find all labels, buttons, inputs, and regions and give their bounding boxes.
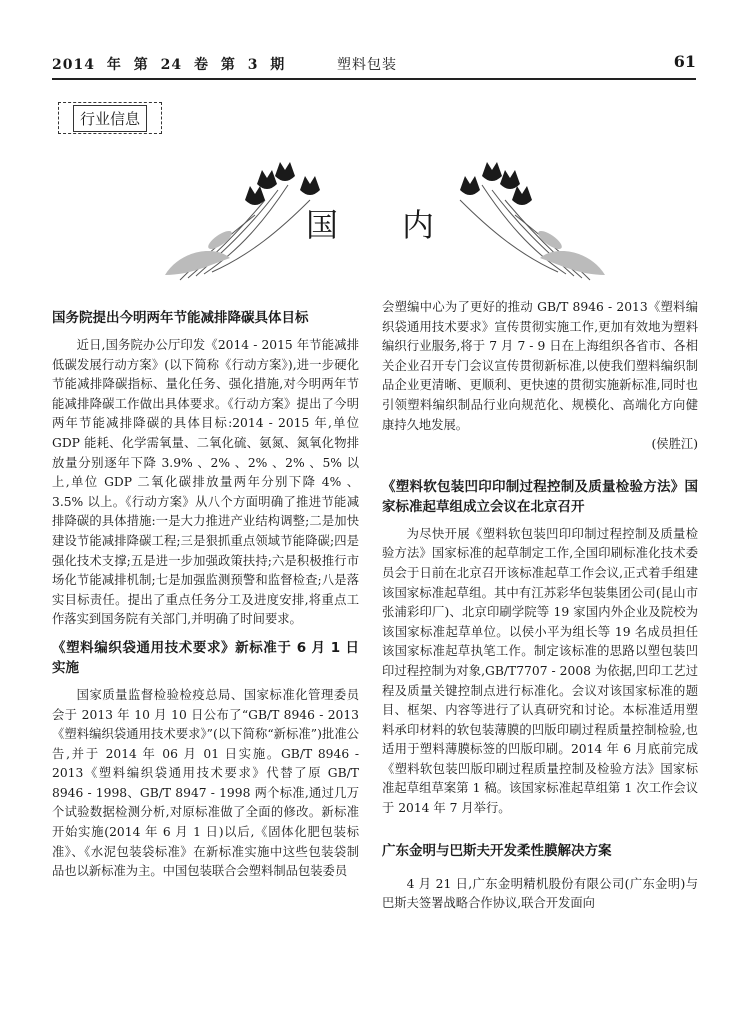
article-title: 《塑料编织袋通用技术要求》新标准于 6 月 1 日实施 <box>52 639 359 676</box>
article-body-continued: 会塑编中心为了更好的推动 GB/T 8946 - 2013《塑料编织袋通用技术要求》宣传贯彻实施工作,更加有效地为塑料编织行业服务,将于 7 月 7 - 9 日在上海组织各省市、各相关企业召开专门会议宣传贯彻新标准,以使我们塑料编织制品企业更清晰、更顺利、更快速的贯彻实施新标准,同时也引领塑料编织制品行业向规范化、规模化、高端化方向健康持久地发展。 <box>382 300 698 432</box>
running-header <box>52 54 696 76</box>
journal-name: 塑料包装 <box>337 57 397 73</box>
issue-info: 2014 年 第 24 卷 第 3 期 <box>52 57 286 73</box>
article-body: 为尽快开展《塑料软包装凹印印制过程控制及质量检验方法》国家标准的起草制定工作,全国印刷标准化技术委员会于日前在北京召开该标准起草工作会议,正式着手组建该国家标准起草组。其中有江苏彩华包装集团公司(昆山市张浦彩印厂)、北京印刷学院等 19 家国内外企业及院校为该国家标准起草单位。以侯小平为组长等 19 名成员担任该国家标准起草执笔工作。制定该标准的思路以塑包装凹印过程控制为对象,GB/T7707 - 2008 为依据,凹印工艺过程及质量关键控制点进行标准化。会议对该国家标准的题目、框架、内容等进行了认真研究和讨论。本标准适用塑料承印材料的软包装薄膜的凹版印刷过程质量控制检验,也适用于塑料薄膜标签的凹版印刷。2014 年 6 月底前完成《塑料软包装凹版印刷过程质量控制及检验方法》国家标准起草组草案第 1 稿。该国家标准起草组第 1 次工作会议于 2014 年 7 月举行。 <box>382 526 698 816</box>
tulip-ornament-icon <box>160 140 610 290</box>
article-title: 广东金明与巴斯夫开发柔性膜解决方案 <box>382 842 612 859</box>
page-number: 61 <box>673 52 696 71</box>
right-column <box>382 298 698 914</box>
section-badge-label: 行业信息 <box>73 105 147 132</box>
header-rule <box>52 78 696 80</box>
section-badge <box>58 102 162 134</box>
article-title: 《塑料软包装凹印印制过程控制及质量检验方法》国家标准起草组成立会议在北京召开 <box>382 478 698 515</box>
left-column <box>52 308 359 882</box>
banner-char-left: 国 <box>306 206 341 244</box>
article-body: 近日,国务院办公厅印发《2014 - 2015 年节能减排低碳发展行动方案》(以下简称《行动方案》),进一步硬化节能减排降碳指标、量化任务、强化措施,对今明两年节能减排降碳工作做出具体要求。《行动方案》提出了今明两年节能减排降碳的具体目标:2014 - 2015 年,单位 GDP 能耗、化学需氧量、二氧化硫、氨氮、氮氧化物排放量分别逐年下降 3.9% 、2% 、2% 、2% 、5% 以上,单位 GDP 二氧化碳排放量两年分别下降 4% 、3.5% 以上。《行动方案》从八个方面明确了推进节能减排降碳的具体措施:一是大力推进产业结构调整;二是加快建设节能减排降碳工程;三是狠抓重点领域节能降碳;四是强化技术支撑;五是进一步加强政策扶持;六是积极推行市场化节能减排机制;七是加强监测预警和监督检查;八是落实目标责任。提出了重点任务分工及进度安排,将重点工作落实到国务院有关部门,并明确了时间要求。 <box>52 338 359 627</box>
article-title: 国务院提出今明两年节能减排降碳具体目标 <box>52 310 309 326</box>
article-body: 4 月 21 日,广东金明精机股份有限公司(广东金明)与巴斯夫签署战略合作协议,联合开发面向 <box>382 876 698 911</box>
article-body: 国家质量监督检验检疫总局、国家标准化管理委员会于 2013 年 10 月 10 日公布了“GB/T 8946 - 2013《塑料编织袋通用技术要求》”(以下简称“新标准”)批准公告,并于 2014 年 06 月 01 日实施。GB/T 8946 - 2013《塑料编织袋通用技术要求》代替了原 GB/T 8946 - 1998、GB/T 8947 - 1998 两个标准,通过几万个试验数据检测分析,对原标准做了全面的修改。新标准开始实施(2014 年 6 月 1 日)以后,《固体化肥包装标准》、《水泥包装袋标准》在新标准实施中这些包装袋制品也以新标准为主。中国包装联合会塑料制品包装委员 <box>52 687 359 879</box>
article-author: (侯胜江) <box>651 437 698 452</box>
banner-char-right: 内 <box>402 206 437 244</box>
